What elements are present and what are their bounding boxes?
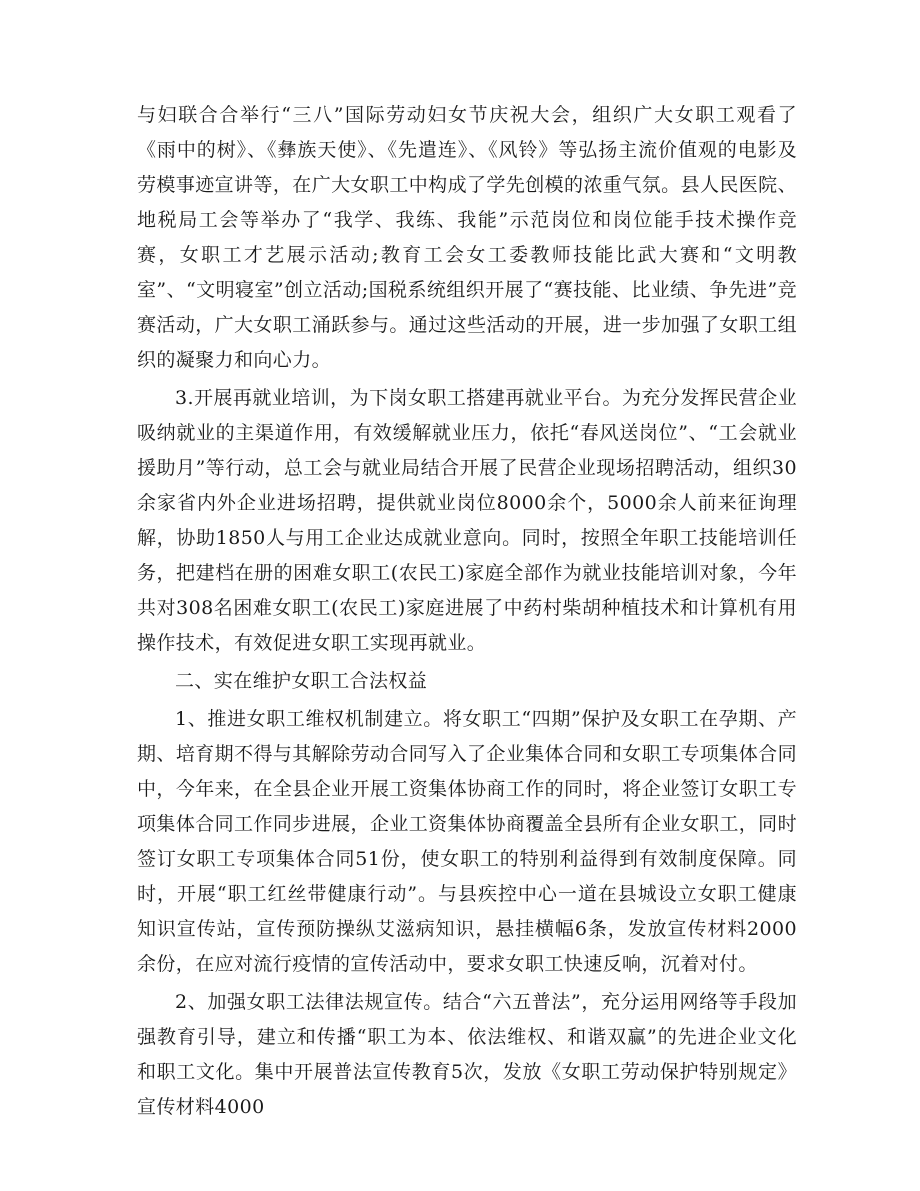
paragraph-legal-publicity: 2、加强女职工法律法规宣传。结合“六五普法”，充分运用网络等手段加强教育引导，建立和传播“职工为本、依法维权、和谐双赢”的先进企业文化和职工文化。集中开展普法宣传教育5次，发放《女职工劳动保护特别规定》宣传材料4000 [137, 991, 797, 1118]
paragraph-activities: 与妇联合合举行“三八”国际劳动妇女节庆祝大会，组织广大女职工观看了《雨中的树》、《彝族天使》、《先遣连》、《风铃》等弘扬主流价值观的电影及劳模事迹宣讲等，在广大女职工中构成了学先创模的浓重气氛。县人民医院、地税局工会等举办了“我学、我练、我能”示范岗位和岗位能手技术操作竞赛，女职工才艺展示活动;教育工会女工委教师技能比武大赛和“文明教室”、“文明寝室”创立活动;国税系统组织开展了“赛技能、比业绩、争先进”竞赛活动，广大女职工涌跃参与。通过这些活动的开展，进一步加强了女职工组织的凝聚力和向心力。 [137, 104, 797, 371]
section-heading-rights: 二、实在维护女职工合法权益 [175, 670, 428, 692]
paragraph-reemployment-training: 3.开展再就业培训，为下岗女职工搭建再就业平台。为充分发挥民营企业吸纳就业的主渠道作用，有效缓解就业压力，依托“春风送岗位”、“工会就业援助月”等行动，总工会与就业局结合开展了民营企业现场招聘活动，组织30余家省内外企业进场招聘，提供就业岗位8000余个，5000余人前来征询理解，协助1850人与用工企业达成就业意向。同时，按照全年职工技能培训任务，把建档在册的困难女职工(农民工)家庭全部作为就业技能培训对象，今年共对308名困难女职工(农民工)家庭进展了中药村柴胡种植技术和计算机有用操作技术，有效促进女职工实现再就业。 [137, 387, 797, 654]
paragraph-rights-mechanism: 1、推进女职工维权机制建立。将女职工“四期”保护及女职工在孕期、产期、培育期不得与其解除劳动合同写入了企业集体合同和女职工专项集体合同中，今年来，在全县企业开展工资集体协商工作的同时，将企业签订女职工专项集体合同工作同步进展，企业工资集体协商覆盖全县所有企业女职工，同时签订女职工专项集体合同51份，使女职工的特别利益得到有效制度保障。同时，开展“职工红丝带健康行动”。与县疾控中心一道在县城设立女职工健康知识宣传站，宣传预防操纵艾滋病知识，悬挂横幅6条，发放宣传材料2000余份，在应对流行疫情的宣传活动中，要求女职工快速反响，沉着对付。 [137, 708, 797, 975]
document-body [137, 98, 797, 1125]
